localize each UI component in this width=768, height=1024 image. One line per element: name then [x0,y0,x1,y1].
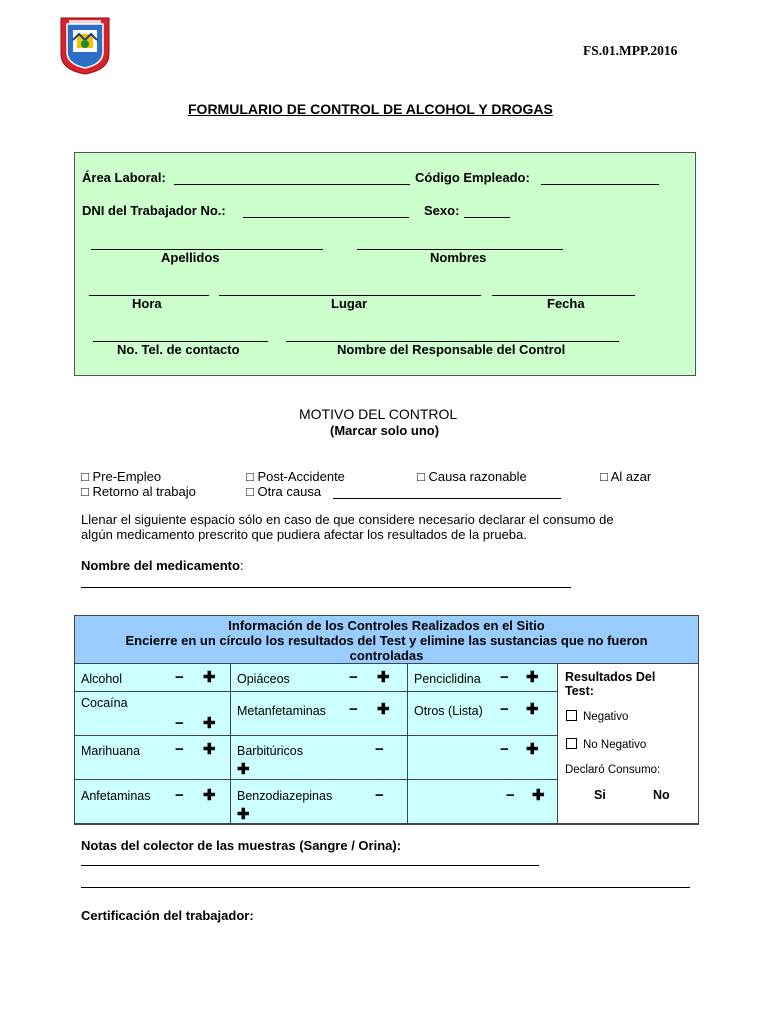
medicamento-instructions-1: Llenar el siguiente espacio sólo en caso de que considere necesario declarar el consumo de [81,512,614,527]
medicamento-instructions-2: algún medicamento prescrito que pudiera afectar los resultados de la prueba. [81,527,527,542]
form-code: FS.01.MPP.2016 [583,43,678,58]
fecha-label: Fecha [547,296,585,311]
employee-info-box [74,152,696,376]
cell-otros[interactable]: Otros (Lista) − ✚ [408,692,558,736]
motivo-title: MOTIVO DEL CONTROL [299,406,458,422]
cell-alcohol[interactable]: Alcohol − ✚ [75,664,231,692]
lugar-label: Lugar [331,296,368,311]
no-negativo-checkbox[interactable] [566,738,577,749]
option-al-azar[interactable]: □ Al azar [600,469,652,484]
notas-label: Notas del colector de las muestras (Sangre / Orina): [81,838,402,853]
option-post-accidente[interactable]: □ Post-Accidente [246,469,345,484]
cell-opiaceos[interactable]: Opiáceos − ✚ [231,664,408,692]
dni-field[interactable] [243,217,409,218]
medicamento-label: Nombre del medicamento [81,558,240,573]
notas-field-2[interactable] [81,887,690,888]
cell-benzodiazepinas[interactable]: Benzodiazepinas − ✚ [231,780,408,824]
otra-causa-field[interactable] [333,498,561,499]
declaro-consumo-label: Declaró Consumo: [565,764,661,776]
results-title: Resultados Del Test: [565,670,656,698]
apellidos-label: Apellidos [161,250,220,265]
cell-blank-1[interactable]: − ✚ [408,736,558,780]
option-causa-razonable[interactable]: □ Causa razonable [417,469,527,484]
cell-metanfetaminas[interactable]: Metanfetaminas − ✚ [231,692,408,736]
table-header: Información de los Controles Realizados en el Sitio Encierre en un círculo los resultados del Test y elimine las sustancias que no fueron controladas [75,616,698,664]
area-laboral-label: Área Laboral: [82,170,166,185]
nombres-label: Nombres [430,250,487,265]
results-column [558,664,698,824]
option-pre-empleo[interactable]: □ Pre-Empleo [81,469,162,484]
cell-cocaina[interactable]: Cocaína − ✚ [75,692,231,736]
cell-marihuana[interactable]: Marihuana − ✚ [75,736,231,780]
negativo-option[interactable]: Negativo [566,710,628,723]
motivo-subtitle: (Marcar solo uno) [330,423,440,438]
option-otra-causa[interactable]: □ Otra causa [246,484,322,499]
page-title: FORMULARIO DE CONTROL DE ALCOHOL Y DROGAS [188,101,553,117]
option-retorno-trabajo[interactable]: □ Retorno al trabajo [81,484,196,499]
results-table [74,615,699,825]
no-option[interactable]: No [653,788,670,802]
si-option[interactable]: Si [594,788,606,802]
no-negativo-option[interactable]: No Negativo [566,738,646,751]
sexo-label: Sexo: [424,203,460,218]
cell-blank-2[interactable]: − ✚ [408,780,558,824]
medicamento-field[interactable] [81,587,571,588]
sexo-field[interactable] [464,217,510,218]
codigo-empleado-field[interactable] [541,184,659,185]
cell-anfetaminas[interactable]: Anfetaminas − ✚ [75,780,231,824]
area-laboral-field[interactable] [174,184,410,185]
responsable-label: Nombre del Responsable del Control [337,342,566,357]
hora-label: Hora [132,296,162,311]
telefono-label: No. Tel. de contacto [117,342,240,357]
cell-penciclidina[interactable]: Penciclidina − ✚ [408,664,558,692]
notas-field-1[interactable] [81,865,539,866]
municipal-crest-logo [59,16,111,76]
certificacion-label: Certificación del trabajador: [81,908,254,923]
cell-barbituricos[interactable]: Barbitúricos − ✚ [231,736,408,780]
dni-label: DNI del Trabajador No.: [82,203,226,218]
codigo-empleado-label: Código Empleado: [415,170,530,185]
negativo-checkbox[interactable] [566,710,577,721]
